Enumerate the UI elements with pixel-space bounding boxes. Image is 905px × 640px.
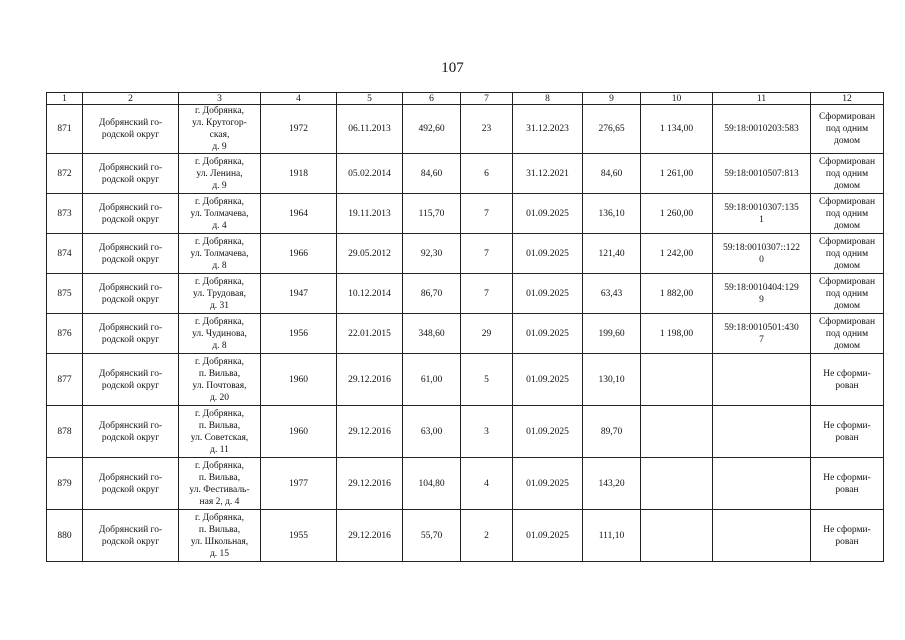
table-row — [47, 314, 884, 354]
cell-area: 348,60 — [403, 314, 461, 354]
cell-residents: 23 — [461, 105, 513, 154]
table-header — [47, 93, 884, 105]
row-number: 878 — [47, 406, 83, 458]
column-header-8: 8 — [513, 93, 583, 105]
cell-value-9: 89,70 — [583, 406, 641, 458]
cell-value-9: 199,60 — [583, 314, 641, 354]
cell-value-10: 1 242,00 — [641, 234, 713, 274]
cell-date-planned: 01.09.2025 — [513, 234, 583, 274]
cell-district: Добрянский го- родской округ — [83, 406, 179, 458]
table-row — [47, 234, 884, 274]
cell-year: 1972 — [261, 105, 337, 154]
cell-residents: 3 — [461, 406, 513, 458]
cell-year: 1964 — [261, 194, 337, 234]
cell-date-planned: 01.09.2025 — [513, 406, 583, 458]
cell-status: Сформирован под одним домом — [811, 234, 884, 274]
cell-date-recognized: 29.05.2012 — [337, 234, 403, 274]
cell-year: 1947 — [261, 274, 337, 314]
cell-cadastral — [713, 354, 811, 406]
cell-date-planned: 01.09.2025 — [513, 194, 583, 234]
cell-area: 92,30 — [403, 234, 461, 274]
housing-registry-table — [46, 92, 884, 562]
cell-cadastral: 59:18:0010507:813 — [713, 154, 811, 194]
row-number: 875 — [47, 274, 83, 314]
cell-cadastral — [713, 406, 811, 458]
cell-value-10 — [641, 406, 713, 458]
cell-date-planned: 01.09.2025 — [513, 354, 583, 406]
cell-year: 1977 — [261, 458, 337, 510]
cell-date-recognized: 29.12.2016 — [337, 458, 403, 510]
cell-date-recognized: 05.02.2014 — [337, 154, 403, 194]
cell-date-planned: 31.12.2021 — [513, 154, 583, 194]
cell-address: г. Добрянка, п. Вильва, ул. Фестиваль- ная 2, д. 4 — [179, 458, 261, 510]
column-header-6: 6 — [403, 93, 461, 105]
table-row — [47, 274, 884, 314]
row-number: 874 — [47, 234, 83, 274]
table-row — [47, 510, 884, 562]
table-body — [47, 105, 884, 562]
cell-year: 1960 — [261, 354, 337, 406]
cell-status: Сформирован под одним домом — [811, 194, 884, 234]
cell-date-planned: 01.09.2025 — [513, 458, 583, 510]
cell-cadastral: 59:18:0010307:135 1 — [713, 194, 811, 234]
cell-residents: 7 — [461, 194, 513, 234]
cell-date-recognized: 10.12.2014 — [337, 274, 403, 314]
cell-status: Сформирован под одним домом — [811, 105, 884, 154]
cell-status: Не сформи- рован — [811, 406, 884, 458]
cell-value-10: 1 198,00 — [641, 314, 713, 354]
cell-district: Добрянский го- родской округ — [83, 154, 179, 194]
cell-date-recognized: 29.12.2016 — [337, 406, 403, 458]
table-row — [47, 105, 884, 154]
cell-district: Добрянский го- родской округ — [83, 105, 179, 154]
row-number: 877 — [47, 354, 83, 406]
cell-cadastral — [713, 458, 811, 510]
column-header-10: 10 — [641, 93, 713, 105]
cell-area: 115,70 — [403, 194, 461, 234]
cell-address: г. Добрянка, п. Вильва, ул. Почтовая, д. 20 — [179, 354, 261, 406]
cell-cadastral: 59:18:0010307::122 0 — [713, 234, 811, 274]
cell-date-recognized: 29.12.2016 — [337, 354, 403, 406]
column-header-2: 2 — [83, 93, 179, 105]
table-row — [47, 406, 884, 458]
cell-residents: 29 — [461, 314, 513, 354]
column-header-4: 4 — [261, 93, 337, 105]
column-header-1: 1 — [47, 93, 83, 105]
cell-residents: 2 — [461, 510, 513, 562]
cell-value-10: 1 261,00 — [641, 154, 713, 194]
cell-address: г. Добрянка, ул. Толмачева, д. 4 — [179, 194, 261, 234]
cell-date-planned: 01.09.2025 — [513, 314, 583, 354]
cell-date-planned: 01.09.2025 — [513, 510, 583, 562]
cell-date-recognized: 19.11.2013 — [337, 194, 403, 234]
cell-year: 1955 — [261, 510, 337, 562]
page-number: 107 — [441, 60, 464, 76]
cell-value-9: 276,65 — [583, 105, 641, 154]
table-row — [47, 354, 884, 406]
cell-address: г. Добрянка, п. Вильва, ул. Школьная, д. 15 — [179, 510, 261, 562]
column-header-7: 7 — [461, 93, 513, 105]
cell-value-10 — [641, 458, 713, 510]
cell-status: Не сформи- рован — [811, 458, 884, 510]
cell-date-recognized: 22.01.2015 — [337, 314, 403, 354]
row-number: 879 — [47, 458, 83, 510]
cell-address: г. Добрянка, ул. Трудовая, д. 31 — [179, 274, 261, 314]
table-row — [47, 154, 884, 194]
cell-value-10: 1 260,00 — [641, 194, 713, 234]
cell-residents: 4 — [461, 458, 513, 510]
cell-status: Не сформи- рован — [811, 354, 884, 406]
table-row — [47, 194, 884, 234]
cell-year: 1966 — [261, 234, 337, 274]
cell-district: Добрянский го- родской округ — [83, 354, 179, 406]
column-header-5: 5 — [337, 93, 403, 105]
row-number: 873 — [47, 194, 83, 234]
cell-area: 492,60 — [403, 105, 461, 154]
cell-status: Сформирован под одним домом — [811, 274, 884, 314]
cell-value-9: 136,10 — [583, 194, 641, 234]
row-number: 872 — [47, 154, 83, 194]
cell-date-recognized: 29.12.2016 — [337, 510, 403, 562]
cell-area: 104,80 — [403, 458, 461, 510]
cell-district: Добрянский го- родской округ — [83, 510, 179, 562]
cell-value-10: 1 134,00 — [641, 105, 713, 154]
cell-date-planned: 01.09.2025 — [513, 274, 583, 314]
cell-cadastral — [713, 510, 811, 562]
cell-address: г. Добрянка, ул. Чудинова, д. 8 — [179, 314, 261, 354]
cell-address: г. Добрянка, ул. Толмачева, д. 8 — [179, 234, 261, 274]
row-number: 871 — [47, 105, 83, 154]
cell-year: 1956 — [261, 314, 337, 354]
cell-status: Сформирован под одним домом — [811, 314, 884, 354]
cell-area: 55,70 — [403, 510, 461, 562]
cell-value-9: 121,40 — [583, 234, 641, 274]
cell-value-9: 63,43 — [583, 274, 641, 314]
cell-area: 84,60 — [403, 154, 461, 194]
cell-value-10 — [641, 510, 713, 562]
cell-value-9: 143,20 — [583, 458, 641, 510]
cell-address: г. Добрянка, ул. Крутогор- ская, д. 9 — [179, 105, 261, 154]
column-header-11: 11 — [713, 93, 811, 105]
cell-date-planned: 31.12.2023 — [513, 105, 583, 154]
cell-cadastral: 59:18:0010404:129 9 — [713, 274, 811, 314]
cell-area: 63,00 — [403, 406, 461, 458]
cell-residents: 6 — [461, 154, 513, 194]
cell-year: 1960 — [261, 406, 337, 458]
cell-district: Добрянский го- родской округ — [83, 314, 179, 354]
cell-district: Добрянский го- родской округ — [83, 274, 179, 314]
cell-value-9: 130,10 — [583, 354, 641, 406]
cell-value-10 — [641, 354, 713, 406]
cell-cadastral: 59:18:0010203:583 — [713, 105, 811, 154]
column-header-9: 9 — [583, 93, 641, 105]
cell-residents: 7 — [461, 234, 513, 274]
cell-value-9: 84,60 — [583, 154, 641, 194]
cell-residents: 5 — [461, 354, 513, 406]
cell-address: г. Добрянка, п. Вильва, ул. Советская, д. 11 — [179, 406, 261, 458]
cell-district: Добрянский го- родской округ — [83, 458, 179, 510]
cell-status: Сформирован под одним домом — [811, 154, 884, 194]
cell-area: 86,70 — [403, 274, 461, 314]
row-number: 880 — [47, 510, 83, 562]
cell-date-recognized: 06.11.2013 — [337, 105, 403, 154]
row-number: 876 — [47, 314, 83, 354]
column-header-3: 3 — [179, 93, 261, 105]
cell-district: Добрянский го- родской округ — [83, 194, 179, 234]
cell-value-9: 111,10 — [583, 510, 641, 562]
table-row — [47, 458, 884, 510]
cell-district: Добрянский го- родской округ — [83, 234, 179, 274]
cell-cadastral: 59:18:0010501:430 7 — [713, 314, 811, 354]
cell-area: 61,00 — [403, 354, 461, 406]
cell-address: г. Добрянка, ул. Ленина, д. 9 — [179, 154, 261, 194]
cell-residents: 7 — [461, 274, 513, 314]
cell-value-10: 1 882,00 — [641, 274, 713, 314]
cell-status: Не сформи- рован — [811, 510, 884, 562]
cell-year: 1918 — [261, 154, 337, 194]
column-header-12: 12 — [811, 93, 884, 105]
